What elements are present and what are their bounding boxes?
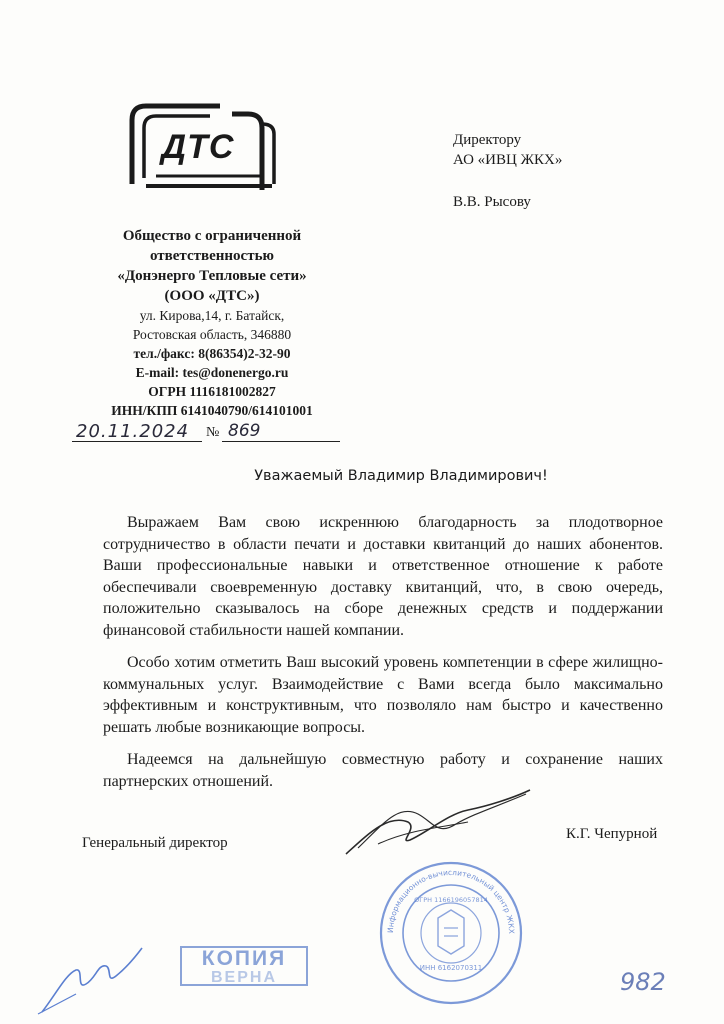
body-paragraph-1: Выражаем Вам свою искреннюю благодарность за плодотворное сотрудничество в области печати и доставки квитанций до наших абонентов. Ваши профессиональные навыки и ответственное отношение к работе обеспечивали своевременную доставку квитанций, что, в свою очередь, положительно сказывалось на сборе денежных средств и поддержании финансовой стабильности нашей компании. xyxy=(103,514,663,639)
registration-date: 20.11.2024 xyxy=(76,421,190,442)
signatory-title: Генеральный директор xyxy=(82,835,228,851)
addressee-org: АО «ИВЦ ЖКХ» xyxy=(453,152,563,168)
addressee-name: В.В. Рысову xyxy=(453,194,531,210)
seal-text-inn: ИНН 6162070311 xyxy=(419,964,483,972)
greeting: Уважаемый Владимир Владимирович! xyxy=(254,468,548,484)
handwritten-signature xyxy=(338,784,538,864)
handwritten-page-number: 982 xyxy=(620,968,666,996)
official-seal xyxy=(376,858,526,1008)
sender-line-4: (ООО «ДТС») xyxy=(164,288,260,304)
sender-line-3: «Донэнерго Тепловые сети» xyxy=(117,268,307,284)
addressee-block xyxy=(453,130,562,212)
number-underline xyxy=(222,441,340,442)
registration-number: 869 xyxy=(228,421,261,441)
letter-body xyxy=(103,512,663,803)
sender-email: E-mail: tes@donenergo.ru xyxy=(135,365,289,380)
sender-ogrn: ОГРН 1116181002827 xyxy=(148,384,276,399)
sender-block xyxy=(62,226,362,420)
seal-text-ogrn: ОГРН 1166196057814 xyxy=(414,896,488,904)
sender-inn: ИНН/КПП 6141040790/614101001 xyxy=(111,403,313,418)
seal-text-name: Информационно-вычислительный центр ЖКХ xyxy=(385,867,517,934)
body-paragraph-2: Особо хотим отметить Ваш высокий уровень компетенции в сфере жилищно-коммунальных услуг. Взаимодействие с Вами всегда было максимально эффективным и конструктивным, что позволяло нам быстро и качественно решать любые возникающие вопросы. xyxy=(103,654,663,736)
logo-text: ДТС xyxy=(161,128,235,166)
sender-line-1: Общество с ограниченной xyxy=(122,228,302,244)
addressee-position: Директору xyxy=(453,132,522,148)
registration-no-label: № xyxy=(206,425,220,440)
registration-line xyxy=(72,421,342,445)
body-paragraph-3: Надеемся на дальнейшую совместную работу и сохранение наших партнерских отношений. xyxy=(103,751,663,790)
copy-stamp-text: КОПИЯ xyxy=(201,947,287,970)
sender-phone: тел./факс: 8(86354)2-32-90 xyxy=(133,346,291,361)
signatory-name: К.Г. Чепурной xyxy=(566,826,658,842)
sender-address-1: ул. Кирова,14, г. Батайск, xyxy=(139,308,285,323)
sender-line-2: ответственностью xyxy=(150,248,274,264)
sender-address-2: Ростовская область, 346880 xyxy=(132,327,292,342)
copy-stamp-sub: ВЕРНА xyxy=(210,969,277,986)
certifying-signature xyxy=(36,944,146,1016)
copy-stamp xyxy=(180,946,308,986)
date-underline xyxy=(72,441,202,442)
